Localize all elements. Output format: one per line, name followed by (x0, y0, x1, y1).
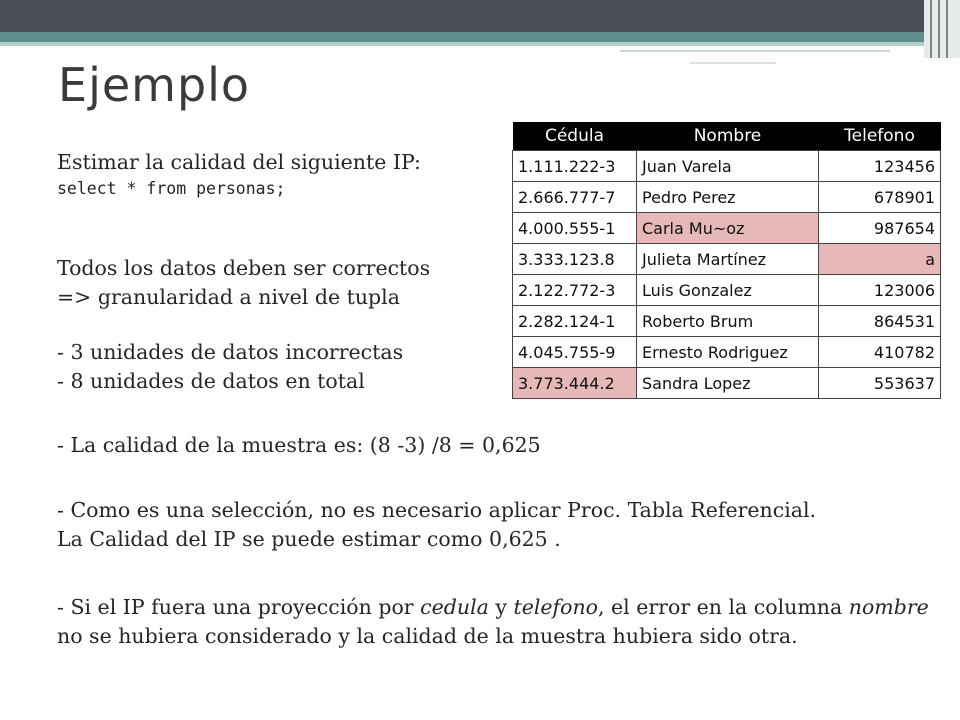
header-nombre: Nombre (637, 122, 819, 151)
cell-nombre: Luis Gonzalez (637, 275, 819, 306)
table-row (513, 182, 941, 213)
projection-paragraph (57, 593, 937, 651)
sql-query: select * from personas; (57, 179, 286, 199)
table-row (513, 244, 941, 275)
intro-line: Estimar la calidad del siguiente IP: (57, 150, 421, 174)
cell-telefono: 678901 (819, 182, 941, 213)
table-row (513, 368, 941, 399)
corner-stripe (946, 0, 948, 58)
cell-telefono: 123456 (819, 151, 941, 182)
cell-nombre: Juan Varela (637, 151, 819, 182)
estimate-line: La Calidad del IP se puede estimar como 0,625 . (57, 527, 561, 552)
cell-telefono: 553637 (819, 368, 941, 399)
cell-telefono-error: a (819, 244, 941, 275)
decor-line (690, 62, 776, 64)
table-row (513, 213, 941, 244)
total-count-line: - 8 unidades de datos en total (57, 369, 365, 394)
top-accent-bar (0, 32, 960, 42)
corner-decor (924, 0, 960, 58)
term-cedula: cedula (420, 595, 489, 619)
decor-line (620, 50, 890, 52)
personas-table (512, 122, 941, 399)
term-telefono: telefono (513, 595, 599, 619)
table-header-row (513, 122, 941, 151)
table-row (513, 306, 941, 337)
cell-nombre: Pedro Perez (637, 182, 819, 213)
requirement-block (57, 254, 430, 312)
cell-cedula: 4.045.755-9 (513, 337, 637, 368)
projection-text: - Si el IP fuera una proyección por (57, 595, 421, 619)
quality-line: - La calidad de la muestra es: (8 -3) /8 = 0,625 (57, 433, 541, 457)
cell-cedula: 4.000.555-1 (513, 213, 637, 244)
projection-text: no se hubiera considerado y la calidad de la muestra hubiera sido otra. (57, 624, 798, 649)
top-decor-bar (0, 0, 960, 32)
cell-nombre-error: Carla Mu~oz (637, 213, 819, 244)
cell-telefono: 123006 (819, 275, 941, 306)
corner-stripe (938, 0, 940, 58)
cell-nombre: Sandra Lopez (637, 368, 819, 399)
cell-nombre: Ernesto Rodriguez (637, 337, 819, 368)
cell-telefono: 410782 (819, 337, 941, 368)
requirement-line: Todos los datos deben ser correctos (57, 256, 431, 280)
table-row (513, 275, 941, 306)
cell-telefono: 864531 (819, 306, 941, 337)
cell-nombre: Julieta Martínez (637, 244, 819, 275)
projection-text: , el error en la columna (598, 595, 849, 619)
incorrect-count-line: - 3 unidades de datos incorrectas (57, 340, 404, 364)
table-row (513, 151, 941, 182)
corner-stripe (930, 0, 932, 58)
cell-cedula-error: 3.773.444.2 (513, 368, 637, 399)
table-row (513, 337, 941, 368)
selection-line: - Como es una selección, no es necesario aplicar Proc. Tabla Referencial. (57, 498, 817, 522)
cell-telefono: 987654 (819, 213, 941, 244)
projection-text: y (488, 595, 514, 619)
selection-block (57, 496, 937, 554)
header-cedula: Cédula (513, 122, 637, 151)
header-telefono: Telefono (819, 122, 941, 151)
cell-cedula: 2.666.777-7 (513, 182, 637, 213)
count-block (57, 338, 403, 396)
top-accent-bar-light (0, 42, 960, 46)
cell-nombre: Roberto Brum (637, 306, 819, 337)
intro-block (57, 148, 421, 201)
cell-cedula: 3.333.123.8 (513, 244, 637, 275)
cell-cedula: 2.282.124-1 (513, 306, 637, 337)
term-nombre: nombre (848, 595, 929, 619)
granularity-line: => granularidad a nivel de tupla (57, 285, 400, 310)
cell-cedula: 1.111.222-3 (513, 151, 637, 182)
slide-title: Ejemplo (58, 58, 251, 112)
cell-cedula: 2.122.772-3 (513, 275, 637, 306)
